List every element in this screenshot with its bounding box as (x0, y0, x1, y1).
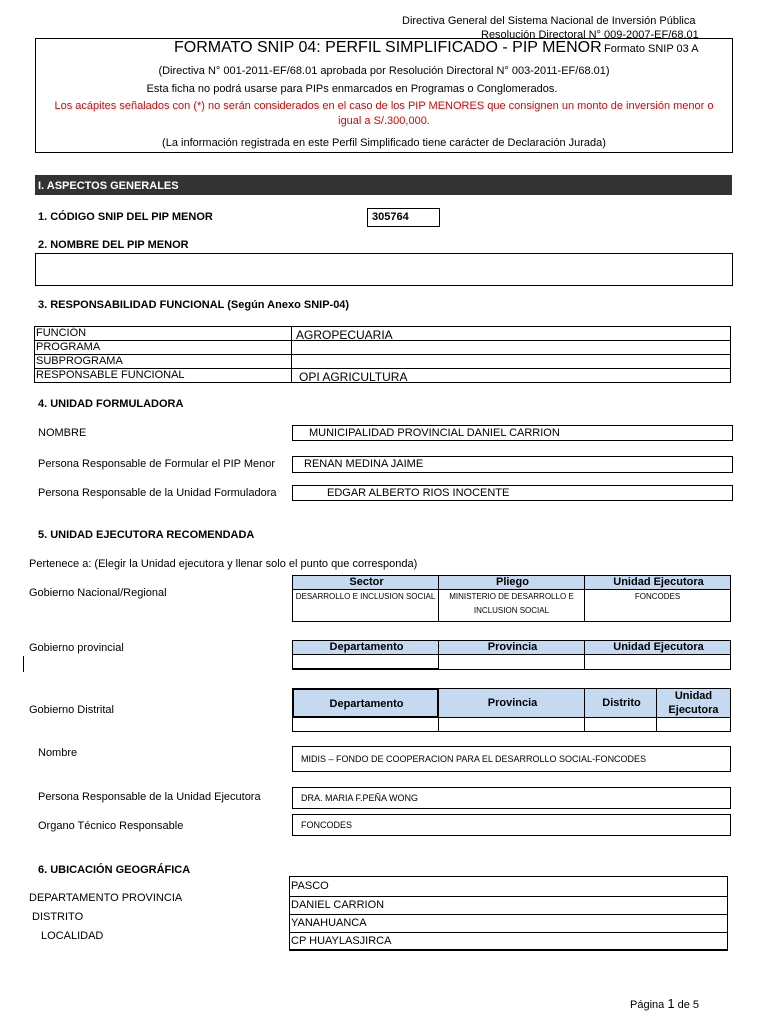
dep-prov-label: DEPARTAMENTO PROVINCIA (29, 892, 183, 904)
dist-header-departamento: Departamento (292, 688, 439, 718)
note-text: Esta ficha no podrá usarse para PIPs enmarcados en Programas o Conglomerados. (146, 83, 558, 95)
unidad-ejecutora-value[interactable]: FONCODES (584, 589, 731, 622)
codigo-field[interactable]: 305764 (367, 208, 440, 227)
note-red-line1: Los acápites señalados con (*) no serán considerados en el caso de los PIP MENORES que consignen un monto de inversión menor o (54, 100, 714, 112)
distrito-field[interactable]: YANAHUANCA (289, 914, 728, 933)
page-total: de 5 (677, 999, 700, 1011)
funcion-value[interactable]: AGROPECUARIA (296, 328, 393, 342)
gobierno-provincial-label: Gobierno provincial (29, 642, 124, 654)
programa-label: PROGRAMA (36, 341, 101, 353)
dist-unidad-field[interactable] (656, 717, 731, 732)
prov-unidad-field[interactable] (584, 654, 731, 670)
dist-distrito-field[interactable] (584, 717, 657, 732)
directive-line2: Resolución Directoral N° 009-2007-EF/68.01 (481, 29, 699, 41)
organo-field[interactable]: FONCODES (292, 814, 731, 836)
pliego-value[interactable]: MINISTERIO DE DESARROLLO E INCLUSION SOCIAL (438, 589, 585, 622)
format-reference: Formato SNIP 03 A (604, 43, 699, 55)
declaration-text: (La información registrada en este Perfil Simplificado tiene carácter de Declaración Jurada) (162, 137, 606, 149)
uf-resp-unidad-label: Persona Responsable de la Unidad Formuladora (38, 487, 277, 499)
header-unidad-ejecutora: Unidad Ejecutora (584, 575, 731, 590)
prov-header-departamento: Departamento (292, 640, 439, 655)
unidad-formuladora-label: 4. UNIDAD FORMULADORA (38, 398, 184, 410)
header-pliego: Pliego (438, 575, 585, 590)
page-current: 1 (667, 996, 675, 1011)
nombre-pip-field[interactable] (35, 253, 733, 286)
subprograma-label: SUBPROGRAMA (36, 355, 123, 367)
dist-departamento-field[interactable] (292, 717, 439, 732)
dist-header-provincia: Provincia (438, 688, 585, 718)
uf-resp-formular-field[interactable]: RENAN MEDINA JAIME (292, 456, 733, 473)
localidad-field[interactable]: CP HUAYLASJIRCA (289, 932, 728, 951)
departamento-field[interactable]: PASCO (289, 876, 728, 897)
ubicacion-label: 6. UBICACIÓN GEOGRÁFICA (38, 864, 191, 876)
gobierno-distrital-label: Gobierno Distrital (29, 704, 114, 716)
dist-header-distrito: Distrito (584, 688, 657, 718)
funcion-label: FUNCIÓN (36, 327, 87, 339)
ue-resp-field[interactable]: DRA. MARIA F.PEÑA WONG (292, 787, 731, 809)
uf-resp-formular-label: Persona Responsable de Formular el PIP Menor (38, 458, 276, 470)
responsable-funcional-value[interactable]: OPI AGRICULTURA (299, 370, 408, 384)
sector-value[interactable]: DESARROLLO E INCLUSION SOCIAL (292, 589, 439, 622)
page-label: Página (630, 999, 665, 1011)
pertenece-text: Pertenece a: (Elegir la Unidad ejecutora y llenar solo el punto que corresponda) (29, 558, 418, 570)
note-red-line2: igual a S/.300,000. (338, 115, 430, 127)
uf-nombre-label: NOMBRE (38, 427, 87, 439)
form-title: FORMATO SNIP 04: PERFIL SIMPLIFICADO - PIP MENOR (174, 39, 602, 56)
dist-provincia-field[interactable] (438, 717, 585, 732)
page-number (630, 996, 699, 1011)
prov-provincia-field[interactable] (438, 654, 585, 670)
section-bar (35, 175, 732, 195)
section-title: I. ASPECTOS GENERALES (38, 180, 179, 192)
uf-nombre-field[interactable]: MUNICIPALIDAD PROVINCIAL DANIEL CARRION (292, 425, 733, 441)
distrito-label: DISTRITO (32, 911, 84, 923)
row-divider (34, 354, 731, 355)
responsabilidad-label: 3. RESPONSABILIDAD FUNCIONAL (Según Anexo SNIP-04) (38, 299, 350, 311)
ue-nombre-field[interactable]: MIDIS – FONDO DE COOPERACION PARA EL DESARROLLO SOCIAL-FONCODES (292, 746, 731, 772)
prov-header-provincia: Provincia (438, 640, 585, 655)
codigo-label: 1. CÓDIGO SNIP DEL PIP MENOR (38, 211, 213, 223)
uf-resp-unidad-field[interactable]: EDGAR ALBERTO RIOS INOCENTE (292, 485, 733, 501)
approval-text: (Directiva N° 001-2011-EF/68.01 aprobada por Resolución Directoral N° 003-2011-EF/68.01) (158, 65, 610, 77)
directive-line1: Directiva General del Sistema Nacional de Inversión Pública (402, 15, 696, 27)
dist-header-unidad-ejecutora: Unidad Ejecutora (656, 688, 731, 718)
text-cursor (23, 656, 24, 672)
ue-resp-label: Persona Responsable de la Unidad Ejecutora (38, 791, 261, 803)
header-sector: Sector (292, 575, 439, 590)
prov-header-unidad-ejecutora: Unidad Ejecutora (584, 640, 731, 655)
nombre-pip-label: 2. NOMBRE DEL PIP MENOR (38, 239, 189, 251)
responsable-funcional-label: RESPONSABLE FUNCIONAL (36, 369, 185, 381)
gobierno-nacional-label: Gobierno Nacional/Regional (29, 587, 167, 599)
unidad-ejecutora-label: 5. UNIDAD EJECUTORA RECOMENDADA (38, 529, 255, 541)
provincia-field[interactable]: DANIEL CARRION (289, 896, 728, 915)
localidad-label: LOCALIDAD (41, 930, 104, 942)
ue-nombre-label: Nombre (38, 747, 78, 759)
prov-departamento-field[interactable] (292, 654, 439, 670)
organo-label: Organo Técnico Responsable (38, 820, 184, 832)
